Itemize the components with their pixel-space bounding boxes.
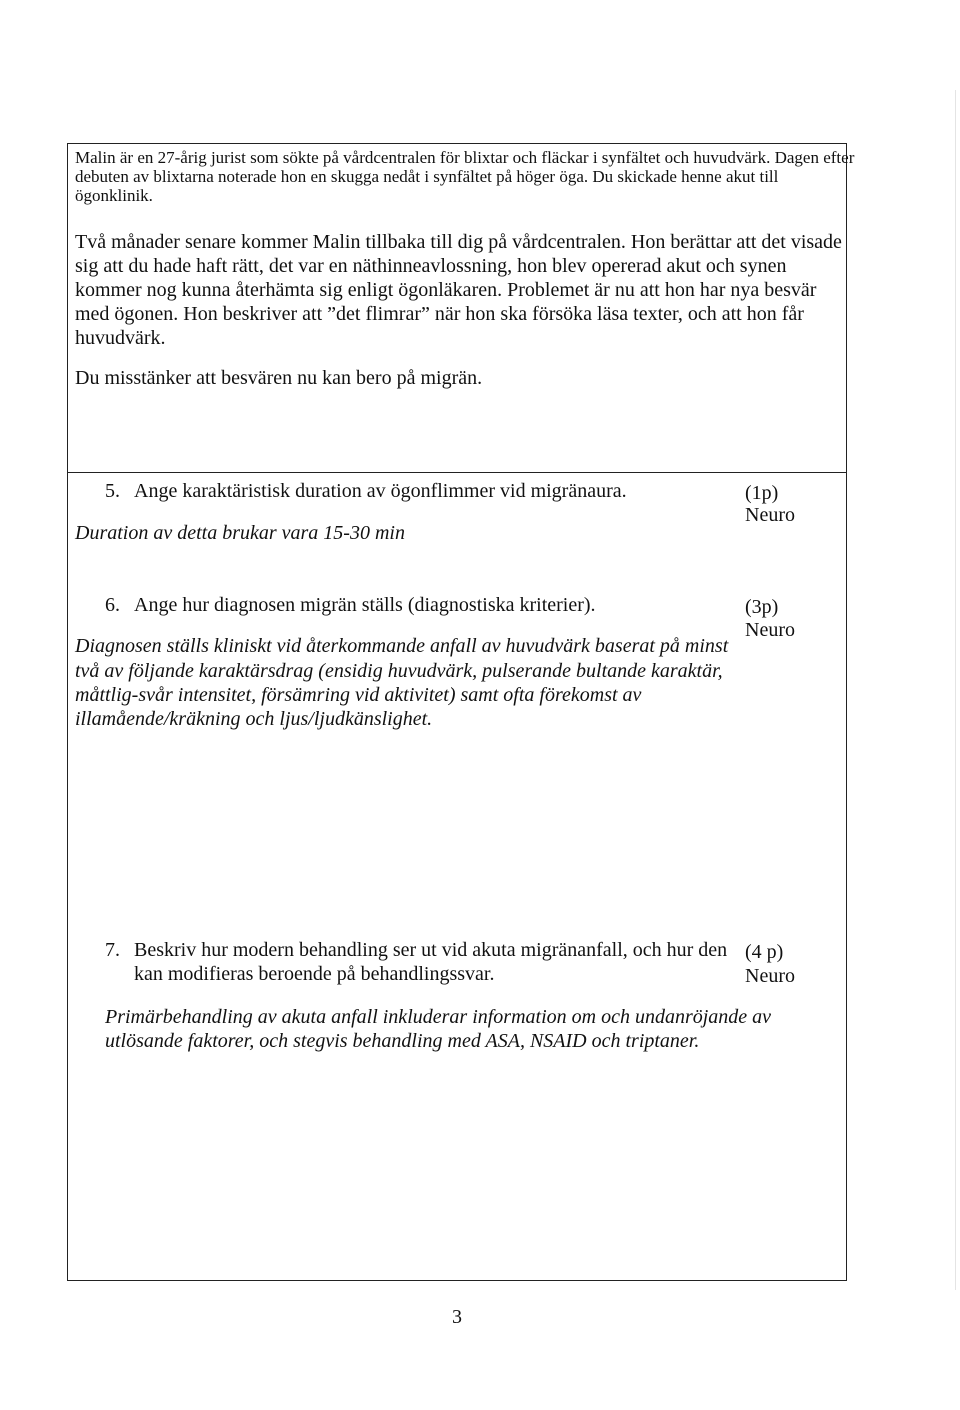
case-suspicion: Du misstänker att besvären nu kan bero på migrän. xyxy=(75,367,483,389)
question-text: Beskriv hur modern behandling ser ut vid akuta migränanfall, och hur den xyxy=(134,939,728,961)
case-line: Två månader senare kommer Malin tillbaka till dig på vårdcentralen. Hon berättar att det visade xyxy=(75,231,842,253)
question-number: 7. xyxy=(105,939,120,961)
scan-edge-line xyxy=(955,90,956,1290)
answer-line: Primärbehandling av akuta anfall inkluderar information om och undanröjande av xyxy=(105,1006,772,1028)
page-number: 3 xyxy=(452,1306,462,1328)
question-text: Ange karaktäristisk duration av ögonflimmer vid migränaura. xyxy=(134,480,627,502)
question-number: 5. xyxy=(105,480,120,502)
answer-line: måttlig-svår intensitet, försämring vid aktivitet) samt ofta förekomst av xyxy=(75,684,642,706)
case-line: med ögonen. Hon beskriver att ”det flimrar” när hon ska försöka läsa texter, och att hon får xyxy=(75,303,804,325)
case-line: sig att du hade haft rätt, det var en näthinneavlossning, hon blev opererad akut och synen xyxy=(75,255,787,277)
case-line: huvudvärk. xyxy=(75,327,166,349)
answer-line: illamående/kräkning och ljus/ljudkänslighet. xyxy=(75,708,433,730)
answer-line: utlösande faktorer, och stegvis behandling med ASA, NSAID och triptaner. xyxy=(105,1030,700,1052)
question-points: (3p) xyxy=(745,596,779,618)
question-points: (4 p) xyxy=(745,941,784,963)
case-line: kommer nog kunna återhämta sig enligt ögonläkaren. Problemet är nu att hon har nya besvär xyxy=(75,279,817,301)
intro-line: debuten av blixtarna noterade hon en skugga nedåt i synfältet på höger öga. Du skickade henne akut till xyxy=(75,167,779,186)
question-subject: Neuro xyxy=(745,504,795,526)
answer-line: två av följande karaktärsdrag (ensidig huvudvärk, pulserande bultande karaktär, xyxy=(75,660,723,682)
case-divider xyxy=(67,472,847,473)
question-subject: Neuro xyxy=(745,619,795,641)
answer-text: Duration av detta brukar vara 15-30 min xyxy=(75,522,405,544)
question-subject: Neuro xyxy=(745,965,795,987)
answer-line: Diagnosen ställs kliniskt vid återkommande anfall av huvudvärk baserat på minst xyxy=(75,635,729,657)
question-number: 6. xyxy=(105,594,120,616)
question-points: (1p) xyxy=(745,482,779,504)
question-text: Ange hur diagnosen migrän ställs (diagnostiska kriterier). xyxy=(134,594,596,616)
intro-line: ögonklinik. xyxy=(75,186,153,205)
question-text: kan modifieras beroende på behandlingssvar. xyxy=(134,963,495,985)
intro-line: Malin är en 27-årig jurist som sökte på vårdcentralen för blixtar och fläckar i synfältet och huvudvärk. Dagen efter xyxy=(75,148,855,167)
